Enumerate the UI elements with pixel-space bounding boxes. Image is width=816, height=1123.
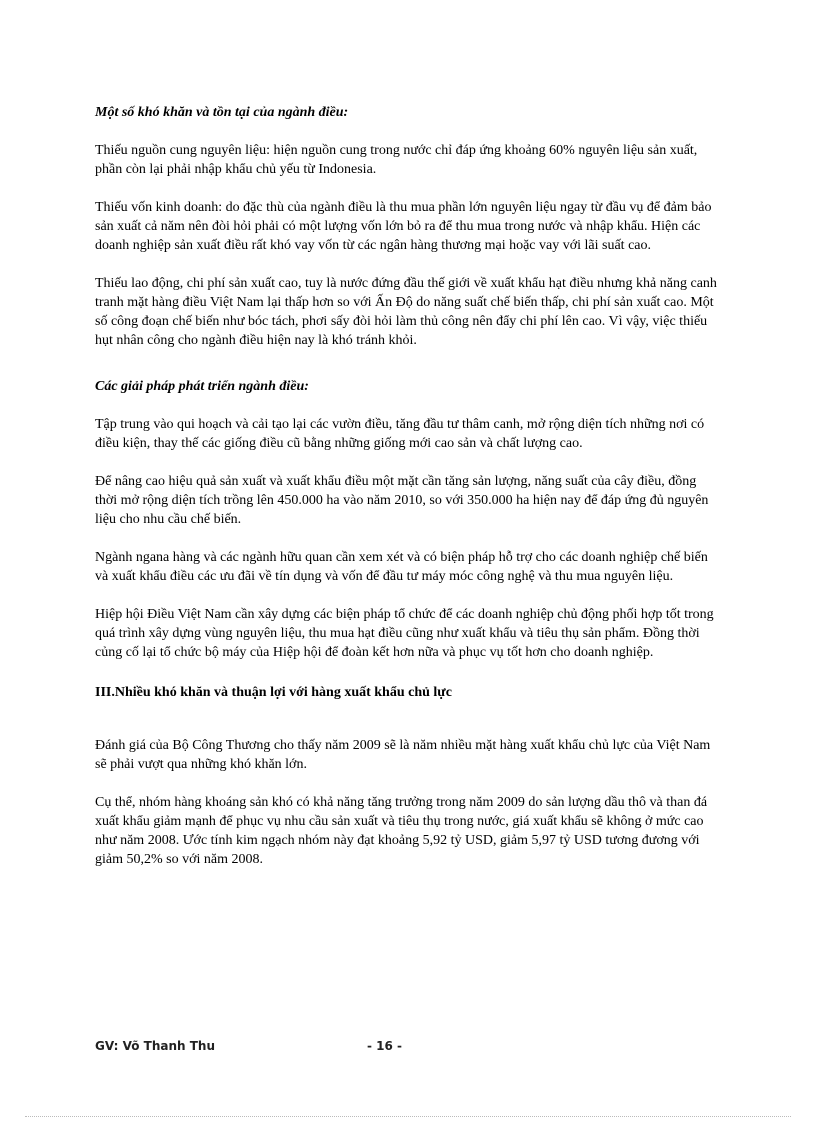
page-footer [95,1039,717,1057]
paragraph: Ngành ngana hàng và các ngành hữu quan cần xem xét và có biện pháp hỗ trợ cho các doanh nghiệp chế biến và xuất khẩu điều các ưu đãi về tín dụng và vốn để đầu tư máy móc công nghệ và thu mua nguyên liệu. [95,550,708,584]
paragraph: Thiếu nguồn cung nguyên liệu: hiện nguồn cung trong nước chỉ đáp ứng khoảng 60% nguyên liệu sản xuất, phần còn lại phải nhập khẩu chủ yếu từ Indonesia. [95,143,698,177]
paragraph: Hiệp hội Điều Việt Nam cần xây dựng các biện pháp tổ chức để các doanh nghiệp chủ động phối hợp tốt trong quá trình xây dựng vùng nguyên liệu, thu mua hạt điều cũng như xuất khẩu và tiêu thụ sản phẩm. Đồng thời củng cố lại tổ chức bộ máy của Hiệp hội để đoàn kết hơn nữa và phục vụ tốt hơn cho doanh nghiệp. [95,607,714,660]
section-heading-difficulties: Một số khó khăn và tồn tại của ngành điều: [95,105,349,120]
paragraph: Cụ thể, nhóm hàng khoáng sản khó có khả năng tăng trưởng trong năm 2009 do sản lượng dầu thô và than đá xuất khẩu giảm mạnh để phục vụ nhu cầu sản xuất và tiêu thụ trong nước, giá xuất khẩu sẽ không ở mức cao như năm 2008. Ước tính kim ngạch nhóm này đạt khoảng 5,92 tỷ USD, giảm 5,97 tỷ USD tương đương với giảm 50,2% so với năm 2008. [95,795,708,867]
section-heading-export: III.Nhiều khó khăn và thuận lợi với hàng xuất khẩu chủ lực [95,685,452,700]
footer-page-number: - 16 - [367,1039,403,1053]
page-content [95,104,717,869]
section-heading-solutions: Các giải pháp phát triển ngành điều: [95,379,309,394]
paragraph: Thiếu vốn kinh doanh: do đặc thù của ngành điều là thu mua phần lớn nguyên liệu ngay từ đầu vụ để đảm bảo sản xuất cả năm nên đòi hỏi phải có một lượng vốn lớn bỏ ra để thu mua trong nước và nhập khẩu. Hiện các doanh nghiệp sản xuất điều rất khó vay vốn từ các ngân hàng thương mại hoặc vay với lãi suất cao. [95,200,712,253]
paragraph: Để nâng cao hiệu quả sản xuất và xuất khẩu điều một mặt cần tăng sản lượng, năng suất của cây điều, đồng thời mở rộng diện tích trồng lên 450.000 ha vào năm 2010, so với 350.000 ha hiện nay để đáp ứng đủ nguyên liệu cho nhu cầu chế biến. [95,474,709,527]
paragraph: Thiếu lao động, chi phí sản xuất cao, tuy là nước đứng đầu thế giới về xuất khẩu hạt điều nhưng khả năng canh tranh mặt hàng điều Việt Nam lại thấp hơn so với Ấn Độ do năng suất chế biến thấp, chi phí sản xuất cao. Một số công đoạn chế biến như bóc tách, phơi sấy đòi hỏi làm thủ công nên đẩy chi phí lên cao. Vì vậy, việc thiếu hụt nhân công cho ngành điều hiện nay là khó tránh khỏi. [95,276,717,348]
paragraph: Tập trung vào qui hoạch và cải tạo lại các vườn điều, tăng đầu tư thâm canh, mở rộng diện tích những nơi có điều kiện, thay thế các giống điều cũ bằng những giống mới cao sản và chất lượng cao. [95,417,705,451]
paragraph: Đánh giá của Bộ Công Thương cho thấy năm 2009 sẽ là năm nhiều mặt hàng xuất khẩu chủ lực của Việt Nam sẽ phải vượt qua những khó khăn lớn. [95,738,711,772]
page-bottom-divider [25,1116,791,1117]
footer-author: GV: Võ Thanh Thu [95,1039,215,1053]
